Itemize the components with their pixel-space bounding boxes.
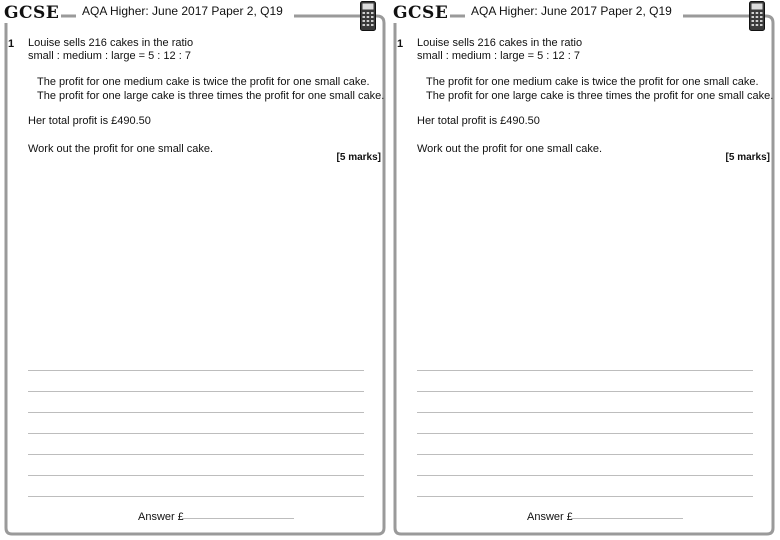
gcse-logo: GCSE	[4, 3, 60, 23]
answer-writing-line[interactable]	[417, 391, 753, 392]
medium-profit-text: The profit for one medium cake is twice the profit for one small cake.	[37, 76, 370, 88]
task-text: Work out the profit for one small cake.	[417, 143, 603, 155]
medium-profit-text: The profit for one medium cake is twice the profit for one small cake.	[426, 76, 759, 88]
answer-writing-line[interactable]	[28, 370, 364, 371]
question-card-left	[4, 3, 386, 536]
question-ratio: small : medium : large = 5 : 12 : 7	[417, 50, 580, 62]
answer-writing-line[interactable]	[417, 454, 753, 455]
question-intro: Louise sells 216 cakes in the ratio	[417, 37, 583, 49]
answer-writing-line[interactable]	[28, 454, 364, 455]
question-number: 1	[397, 38, 404, 50]
answer-writing-line[interactable]	[28, 433, 364, 434]
answer-writing-line[interactable]	[417, 496, 753, 497]
answer-writing-line[interactable]	[28, 391, 364, 392]
answer-writing-line[interactable]	[417, 433, 753, 434]
gcse-logo: GCSE	[393, 3, 449, 23]
page-title: AQA Higher: June 2017 Paper 2, Q19	[79, 4, 286, 18]
marks-label: [5 marks]	[336, 152, 381, 163]
page-title: AQA Higher: June 2017 Paper 2, Q19	[468, 4, 675, 18]
question-card-right	[393, 3, 775, 536]
answer-label: Answer £	[527, 511, 573, 523]
answer-writing-line[interactable]	[28, 475, 364, 476]
answer-writing-line[interactable]	[417, 370, 753, 371]
marks-label: [5 marks]	[725, 152, 770, 163]
calculator-icon	[749, 1, 765, 31]
calculator-icon	[360, 1, 376, 31]
question-number: 1	[8, 38, 15, 50]
task-text: Work out the profit for one small cake.	[28, 143, 214, 155]
answer-writing-line[interactable]	[417, 412, 753, 413]
question-intro: Louise sells 216 cakes in the ratio	[28, 37, 194, 49]
answer-writing-line[interactable]	[417, 475, 753, 476]
answer-writing-line[interactable]	[28, 412, 364, 413]
answer-writing-line[interactable]	[28, 496, 364, 497]
large-profit-text: The profit for one large cake is three times the profit for one small cake.	[426, 90, 774, 102]
answer-field[interactable]	[571, 518, 683, 519]
total-profit-text: Her total profit is £490.50	[28, 115, 151, 127]
large-profit-text: The profit for one large cake is three times the profit for one small cake.	[37, 90, 385, 102]
question-ratio: small : medium : large = 5 : 12 : 7	[28, 50, 191, 62]
answer-field[interactable]	[182, 518, 294, 519]
answer-label: Answer £	[138, 511, 184, 523]
total-profit-text: Her total profit is £490.50	[417, 115, 540, 127]
